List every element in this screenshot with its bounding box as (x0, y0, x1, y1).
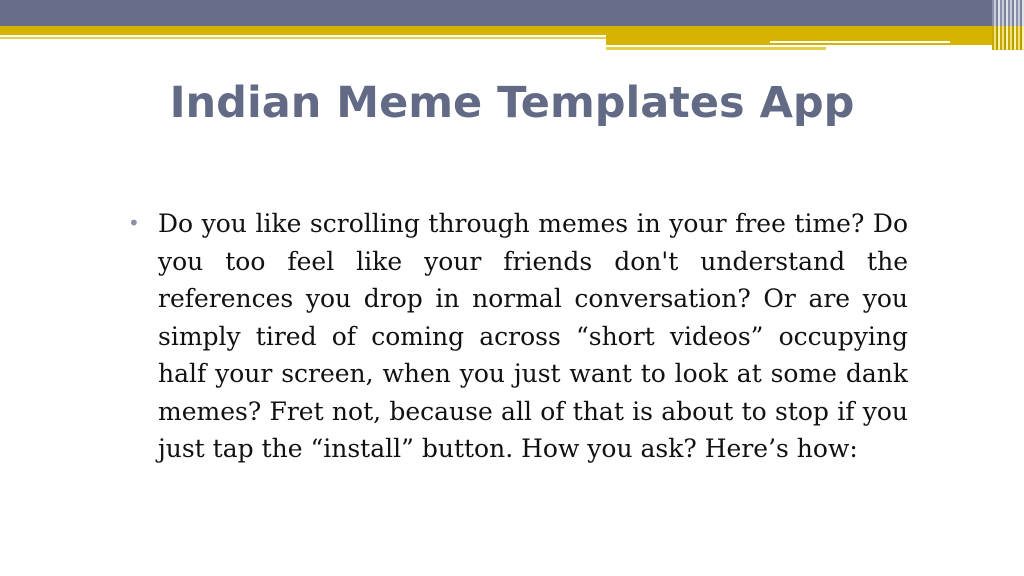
slide-title: Indian Meme Templates App (169, 78, 855, 128)
header-band-gold (0, 26, 1024, 35)
header-band-slate (0, 0, 1024, 26)
bullet-marker: • (128, 211, 140, 235)
header-band-gold-right (606, 35, 1024, 45)
header-band-gold-thin (0, 37, 606, 39)
bullet-text: Do you like scrolling through memes in your free time? Do you too feel like your friends don't understand the references you drop in normal conversation? Or are you simply tired of coming across “short videos” occupying half your screen, when you just want to look at some dank memes? Fret not, because all of that is about to stop if you just tap the “install” button. How you ask? Here’s how: (158, 209, 908, 463)
bullet-list (128, 205, 908, 468)
header-stripes-gold-decoration (992, 26, 1024, 50)
bullet-item (128, 205, 908, 468)
header-divider-line (770, 41, 950, 43)
header-band-gold-right-thin (606, 47, 826, 50)
